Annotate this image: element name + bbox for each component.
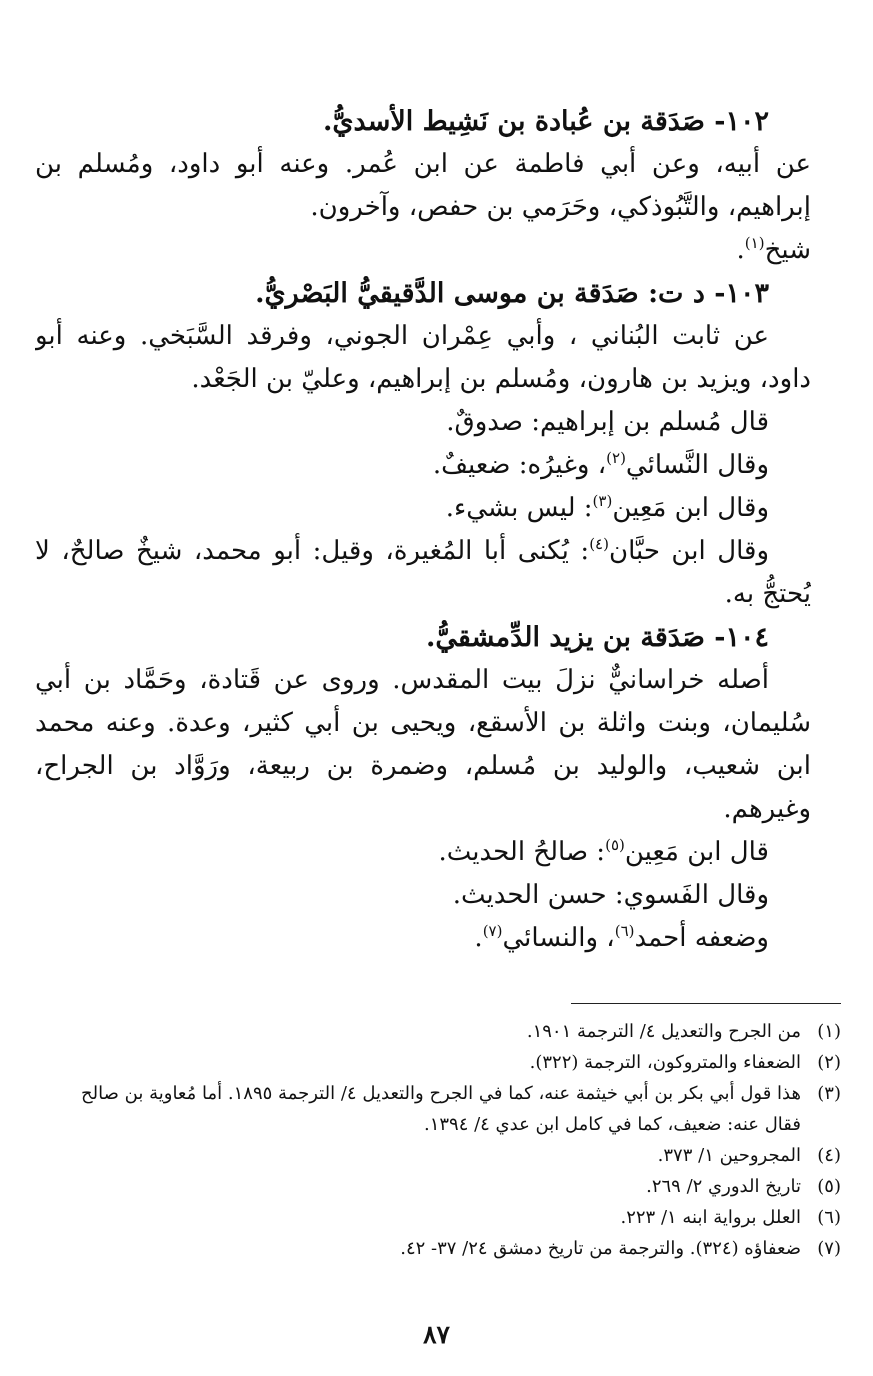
text-line: وقال الفَسوي: حسن الحديث. xyxy=(452,880,769,910)
footnote-text: الضعفاء والمتروكون، الترجمة (٣٢٢). xyxy=(529,1052,801,1073)
text-line: قال ابن مَعِين$^{(٥)}$: صالحُ الحديث. xyxy=(438,836,769,867)
entry-heading: ١٠٣- د ت: صَدَقة بن موسى الدَّقيقيُّ البَصْريُّ. xyxy=(255,278,769,309)
footnote-text: تاريخ الدوري ٢/ ٢٦٩. xyxy=(646,1176,801,1197)
text-line: أصله خراسانيٌّ نزلَ بيت المقدس. وروى عن قَتادة، وحَمَّاد بن أبي xyxy=(35,665,769,695)
text-line: وغيرهم. xyxy=(723,794,811,824)
footnote-text: هذا قول أبي بكر بن أبي خيثمة عنه، كما في الجرح والتعديل ٤/ الترجمة ١٨٩٥. أما مُعاوية بن صالح فقال عنه: ضعيف، كما في كامل ابن عدي ٤/ ١٣٩٤. xyxy=(81,1083,801,1135)
footnote-number: (٥) xyxy=(817,1176,841,1197)
footnote xyxy=(81,1171,841,1202)
text-line: وقال ابن حبَّان$^{(٤)}$: يُكنى أبا المُغيرة، وقيل: أبو محمد، شيخٌ صالحٌ، لا xyxy=(35,535,769,566)
text-line: وضعفه أحمد$^{(٦)}$، والنسائي$^{(٧)}$. xyxy=(474,922,769,953)
text-line: يُحتجُّ به. xyxy=(724,579,811,609)
footnote xyxy=(81,1078,841,1140)
text-line: داود، ويزيد بن هارون، ومُسلم بن إبراهيم، وعليّ بن الجَعْد. xyxy=(191,364,811,394)
entry-heading: ١٠٤- صَدَقة بن يزيد الدِّمشقيُّ. xyxy=(426,622,769,653)
text-line: عن أبيه، وعن أبي فاطمة عن ابن عُمر. وعنه أبو داود، ومُسلم بن xyxy=(35,149,811,179)
text-line: قال مُسلم بن إبراهيم: صدوقٌ. xyxy=(446,407,769,437)
text-line: ابن شعيب، والوليد بن مُسلم، وضمرة بن ربيعة، ورَوَّاد بن الجراح، xyxy=(35,751,811,781)
footnote xyxy=(81,1202,841,1233)
text-line: وقال ابن مَعِين$^{(٣)}$: ليس بشيء. xyxy=(445,492,769,523)
text-line: وقال النَّسائي$^{(٢)}$، وغيرُه: ضعيفٌ. xyxy=(432,449,769,480)
footnote xyxy=(81,1233,841,1264)
text-line: عن ثابت البُناني ، وأبي عِمْران الجوني، وفرقد السَّبَخي. وعنه أبو xyxy=(35,321,769,351)
footnote-number: (٢) xyxy=(817,1052,841,1073)
main-text xyxy=(35,100,811,960)
footnote-number: (٧) xyxy=(817,1238,841,1259)
footnote-text: ضعفاؤه (٣٢٤). والترجمة من تاريخ دمشق ٢٤/ ٣٧- ٤٢. xyxy=(400,1238,801,1259)
footnote-marker: (٧) xyxy=(482,922,503,940)
footnote-number: (٣) xyxy=(817,1083,841,1104)
footnote-marker: (٥) xyxy=(605,836,625,854)
footnote-number: (٤) xyxy=(817,1145,841,1166)
page-number: ٨٧ xyxy=(423,1320,450,1349)
entry-heading: ١٠٢- صَدَقة بن عُبادة بن نَشِيط الأسديُّ. xyxy=(323,106,769,137)
footnote xyxy=(81,1047,841,1078)
footnote xyxy=(81,1016,841,1047)
footnote-marker: (٣) xyxy=(592,492,613,510)
footnote-separator xyxy=(571,1003,841,1004)
footnote-number: (١) xyxy=(817,1021,841,1042)
footnote-text: المجروحين ١/ ٣٧٣. xyxy=(657,1145,801,1166)
footnote-marker: (٢) xyxy=(606,449,626,467)
footnote-number: (٦) xyxy=(817,1207,841,1228)
footnote-marker: (١) xyxy=(744,234,765,252)
text-line: شيخ$^{(١)}$. xyxy=(736,234,811,265)
footnote-text: من الجرح والتعديل ٤/ الترجمة ١٩٠١. xyxy=(526,1021,801,1042)
text-line: سُليمان، وبنت واثلة بن الأسقع، ويحيى بن أبي كثير، وعدة. وعنه محمد xyxy=(35,708,811,738)
text-line: إبراهيم، والتَّبُوذكي، وحَرَمي بن حفص، وآخرون. xyxy=(310,192,811,222)
footnotes xyxy=(81,1016,841,1264)
footnote-marker: (٦) xyxy=(614,922,635,940)
footnote-marker: (٤) xyxy=(589,535,609,553)
footnote xyxy=(81,1140,841,1171)
footnote-text: العلل برواية ابنه ١/ ٢٢٣. xyxy=(620,1207,801,1228)
